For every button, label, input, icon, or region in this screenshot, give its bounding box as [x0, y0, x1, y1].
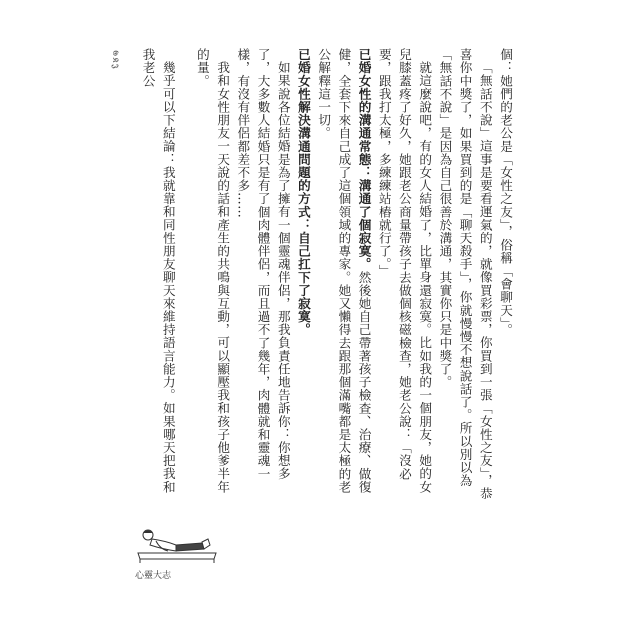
body-text	[137, 48, 515, 504]
section-heading: 已婚女性解決溝通問題的方式：自己扛下了寂寞。	[295, 48, 311, 337]
paragraph-body: 然後她自己帶著孩子檢查、治療、做復健，全套下來自己成了這個領域的專家。她又懶得去跟那個滿嘴都是太極的老公解釋這一切。	[316, 48, 372, 494]
paragraph-lead: 已婚女性的溝通常態：溝通了個寂寞。	[356, 48, 372, 271]
paragraph: 我和女性朋友一天說的話和產生的共鳴與互動，可以顯壓我和孩子他爹半年的量。	[194, 48, 231, 493]
paragraph: 就這麼說吧，有的女人結婚了，比單身還寂寞。比如我的一個朋友，她的女兒膝蓋疼了好久，她跟老公商量帶孩子去做個核磁檢查，她老公說：「沒必要，跟我打太極，多練練站樁就行了。」	[376, 48, 433, 493]
paragraph: 如果說各位結婚是為了擁有一個靈魂伴侶，那我負責任地告訴你：你想多了，大多數人結婚只是有了個肉體伴侶，而且過不了幾年，肉體就和靈魂一樣，有沒有伴侶都差不多……	[235, 48, 291, 481]
person-reclining-illustration	[132, 515, 222, 565]
reclining-person-icon	[132, 515, 222, 565]
paragraph: 個：她們的老公是「女性之友」，俗稱「會聊天」。	[498, 48, 513, 337]
page-number: 𝕲𝕶𝕵	[111, 50, 120, 70]
paragraph: 「無話不說」這事是要看運氣的，就像買彩票，你買到一張「女性之友」，恭喜你中獎了，如果買到的是「聊天殺手」，你就慢慢不想說話了。所以別以為「無話不說」是因為自己很善於溝通，其實你只是中獎了。	[437, 48, 493, 500]
series-label: 心靈大志	[135, 571, 172, 581]
paragraph	[313, 48, 374, 504]
paragraph: 幾乎可以下結論：我就靠和同性朋友聊天來維持語言能力。如果哪天把我和我老公	[140, 48, 176, 493]
